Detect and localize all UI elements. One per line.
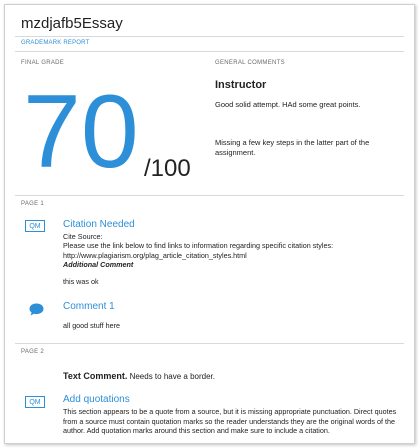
general-comment-paragraph: Missing a few key steps in the latter part of the assignment. [215, 138, 370, 157]
quickmark-badge[interactable]: QM [25, 220, 45, 232]
comment-title: Comment 1 [63, 301, 115, 312]
text-comment [63, 371, 215, 381]
quickmark-body-line: Please use the link below to find links to information regarding specific citation styles: [63, 241, 334, 250]
quickmark-body: This section appears to be a quote from a source, but it is missing appropriate punctuation. Direct quotes from a source must contain quotation marks so the reader understands they are the original words of the author. Add quotation marks around this section and make sure to include a citation. [63, 407, 397, 435]
divider [15, 51, 404, 52]
page-title: mzdjafb5Essay [21, 15, 123, 32]
comment-body: all good stuff here [63, 321, 121, 330]
page-label: PAGE 1 [21, 201, 45, 207]
divider [15, 195, 404, 196]
quickmark-badge[interactable]: QM [25, 396, 45, 408]
text-comment-title: Text Comment. [63, 371, 128, 381]
citation-styles-link[interactable]: http://www.plagiarism.org/plag_article_citation_styles.html [63, 251, 247, 260]
quickmark-title: Add quotations [63, 394, 130, 405]
final-grade-label: FINAL GRADE [21, 60, 65, 66]
grademark-report-link[interactable]: GRADEMARK REPORT [21, 40, 90, 46]
additional-comment-text: this was ok [63, 277, 99, 286]
comment-bubble-icon[interactable] [29, 303, 44, 316]
quickmark-title: Citation Needed [63, 219, 135, 230]
final-grade-max: /100 [144, 155, 191, 182]
divider [15, 36, 404, 37]
general-comment-paragraph: Good solid attempt. HAd some great points. [215, 100, 361, 109]
text-comment-body: Needs to have a border. [129, 372, 215, 381]
final-grade-value: 70 [23, 74, 139, 190]
page-label: PAGE 2 [21, 349, 45, 355]
general-comments-label: GENERAL COMMENTS [215, 60, 285, 66]
additional-comment-label: Additional Comment [63, 260, 134, 269]
divider [15, 343, 404, 344]
grademark-report-panel [4, 4, 415, 444]
quickmark-body-line: Cite Source: [63, 232, 103, 241]
general-comments-author: Instructor [215, 79, 267, 91]
